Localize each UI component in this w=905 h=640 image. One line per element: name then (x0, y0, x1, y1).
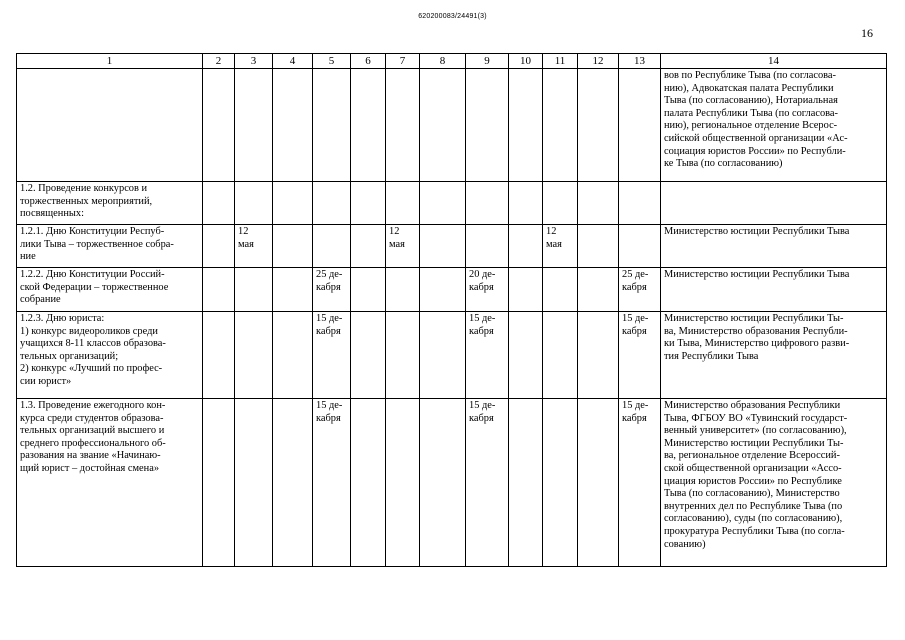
date-cell (466, 69, 509, 182)
empty-cell (509, 312, 543, 399)
empty-cell (578, 312, 619, 399)
measure-cell: 1.2. Проведение конкурсов и торжественных мероприятий, посвященных: (17, 182, 203, 225)
responsible-cell: Министерство юстиции Республики Тыва (661, 225, 887, 268)
empty-cell (420, 69, 466, 182)
empty-cell (351, 312, 386, 399)
empty-cell (509, 399, 543, 567)
empty-cell (578, 69, 619, 182)
responsible-cell: вов по Республике Тыва (по согласова- нию), Адвокатская палата Республики Тыва (по согласованию), Нотариальная палата Республики Тыва (по согласова- нию), региональное отделение Всерос- сийской общественной организации «Ас- социация юристов России» по Республи- ке Тыва (по согласованию) (661, 69, 887, 182)
table-row (17, 225, 887, 268)
column-header: 14 (661, 54, 887, 69)
date-cell: 15 де- кабря (619, 399, 661, 567)
column-header: 9 (466, 54, 509, 69)
column-header: 4 (273, 54, 313, 69)
column-header: 12 (578, 54, 619, 69)
empty-cell (420, 225, 466, 268)
column-header: 11 (543, 54, 578, 69)
date-cell (235, 312, 273, 399)
table-row (17, 69, 887, 182)
date-cell: 25 де- кабря (313, 268, 351, 312)
empty-cell (578, 182, 619, 225)
empty-cell (273, 399, 313, 567)
empty-cell (420, 182, 466, 225)
empty-cell (420, 399, 466, 567)
date-cell: 20 де- кабря (466, 268, 509, 312)
empty-cell (578, 225, 619, 268)
page-number: 16 (861, 26, 873, 40)
column-header: 13 (619, 54, 661, 69)
measures-table (16, 53, 887, 567)
empty-cell (203, 399, 235, 567)
date-cell (543, 182, 578, 225)
empty-cell (509, 268, 543, 312)
date-cell (543, 69, 578, 182)
date-cell (619, 69, 661, 182)
date-cell (543, 399, 578, 567)
empty-cell (273, 225, 313, 268)
empty-cell (273, 182, 313, 225)
document-id: 620200083/24491(3) (418, 13, 487, 20)
date-cell (235, 268, 273, 312)
column-header: 5 (313, 54, 351, 69)
table-row (17, 268, 887, 312)
empty-cell (203, 69, 235, 182)
empty-cell (351, 225, 386, 268)
responsible-cell: Министерство юстиции Республики Тыва (661, 268, 887, 312)
measure-cell: 1.2.3. Дню юриста: 1) конкурс видеороликов среди учащихся 8-11 классов образова- тельных организаций; 2) конкурс «Лучший по профес- сии юрист» (17, 312, 203, 399)
measure-cell: 1.2.1. Дню Конституции Респуб- лики Тыва – торжественное собра- ние (17, 225, 203, 268)
date-cell (313, 182, 351, 225)
table-header-row (17, 54, 887, 69)
table-row (17, 399, 887, 567)
date-cell (235, 182, 273, 225)
empty-cell (203, 225, 235, 268)
measure-cell: 1.3. Проведение ежегодного кон- курса среди студентов образова- тельных организаций высшего и среднего профессионального об- разования на звание «Начинаю- щий юрист – достойная смена» (17, 399, 203, 567)
date-cell (543, 268, 578, 312)
date-cell: 25 де- кабря (619, 268, 661, 312)
date-cell (235, 399, 273, 567)
date-cell (386, 312, 420, 399)
date-cell: 15 де- кабря (619, 312, 661, 399)
date-cell (619, 225, 661, 268)
column-header: 3 (235, 54, 273, 69)
date-cell (543, 312, 578, 399)
date-cell (619, 182, 661, 225)
empty-cell (351, 69, 386, 182)
date-cell (386, 399, 420, 567)
responsible-cell: Министерство образования Республики Тыва, ФГБОУ ВО «Тувинский государст- венный университет» (по согласованию), Министерство юстиции Республики Ты- ва, региональное отделение Всероссий- ской общественной организации «Ассо- циация юристов России» по Республике Тыва (по согласованию), Министерство внутренних дел по Республике Тыва (по согласованию), суды (по согласованию), прокуратура Республики Тыва (по согла- сованию) (661, 399, 887, 567)
empty-cell (420, 268, 466, 312)
column-header: 2 (203, 54, 235, 69)
date-cell (235, 69, 273, 182)
empty-cell (203, 268, 235, 312)
date-cell: 12 мая (386, 225, 420, 268)
responsible-cell: Министерство юстиции Республики Ты- ва, Министерство образования Республи- ки Тыва, Министерство цифрового разви- тия Республики Тыва (661, 312, 887, 399)
empty-cell (509, 69, 543, 182)
empty-cell (203, 312, 235, 399)
measure-cell (17, 69, 203, 182)
column-header: 10 (509, 54, 543, 69)
empty-cell (273, 69, 313, 182)
date-cell (466, 225, 509, 268)
date-cell (466, 182, 509, 225)
empty-cell (351, 268, 386, 312)
empty-cell (509, 225, 543, 268)
date-cell (313, 225, 351, 268)
empty-cell (420, 312, 466, 399)
date-cell (386, 182, 420, 225)
empty-cell (351, 182, 386, 225)
empty-cell (578, 399, 619, 567)
date-cell: 12 мая (235, 225, 273, 268)
empty-cell (578, 268, 619, 312)
column-header: 7 (386, 54, 420, 69)
date-cell (313, 69, 351, 182)
table-row (17, 312, 887, 399)
date-cell: 15 де- кабря (313, 399, 351, 567)
empty-cell (509, 182, 543, 225)
date-cell (386, 268, 420, 312)
date-cell: 15 де- кабря (313, 312, 351, 399)
empty-cell (351, 399, 386, 567)
column-header: 8 (420, 54, 466, 69)
date-cell (386, 69, 420, 182)
empty-cell (273, 268, 313, 312)
column-header: 6 (351, 54, 386, 69)
date-cell: 15 де- кабря (466, 312, 509, 399)
empty-cell (203, 182, 235, 225)
measure-cell: 1.2.2. Дню Конституции Россий- ской Федерации – торжественное собрание (17, 268, 203, 312)
responsible-cell (661, 182, 887, 225)
table-row (17, 182, 887, 225)
date-cell: 12 мая (543, 225, 578, 268)
date-cell: 15 де- кабря (466, 399, 509, 567)
column-header: 1 (17, 54, 203, 69)
empty-cell (273, 312, 313, 399)
